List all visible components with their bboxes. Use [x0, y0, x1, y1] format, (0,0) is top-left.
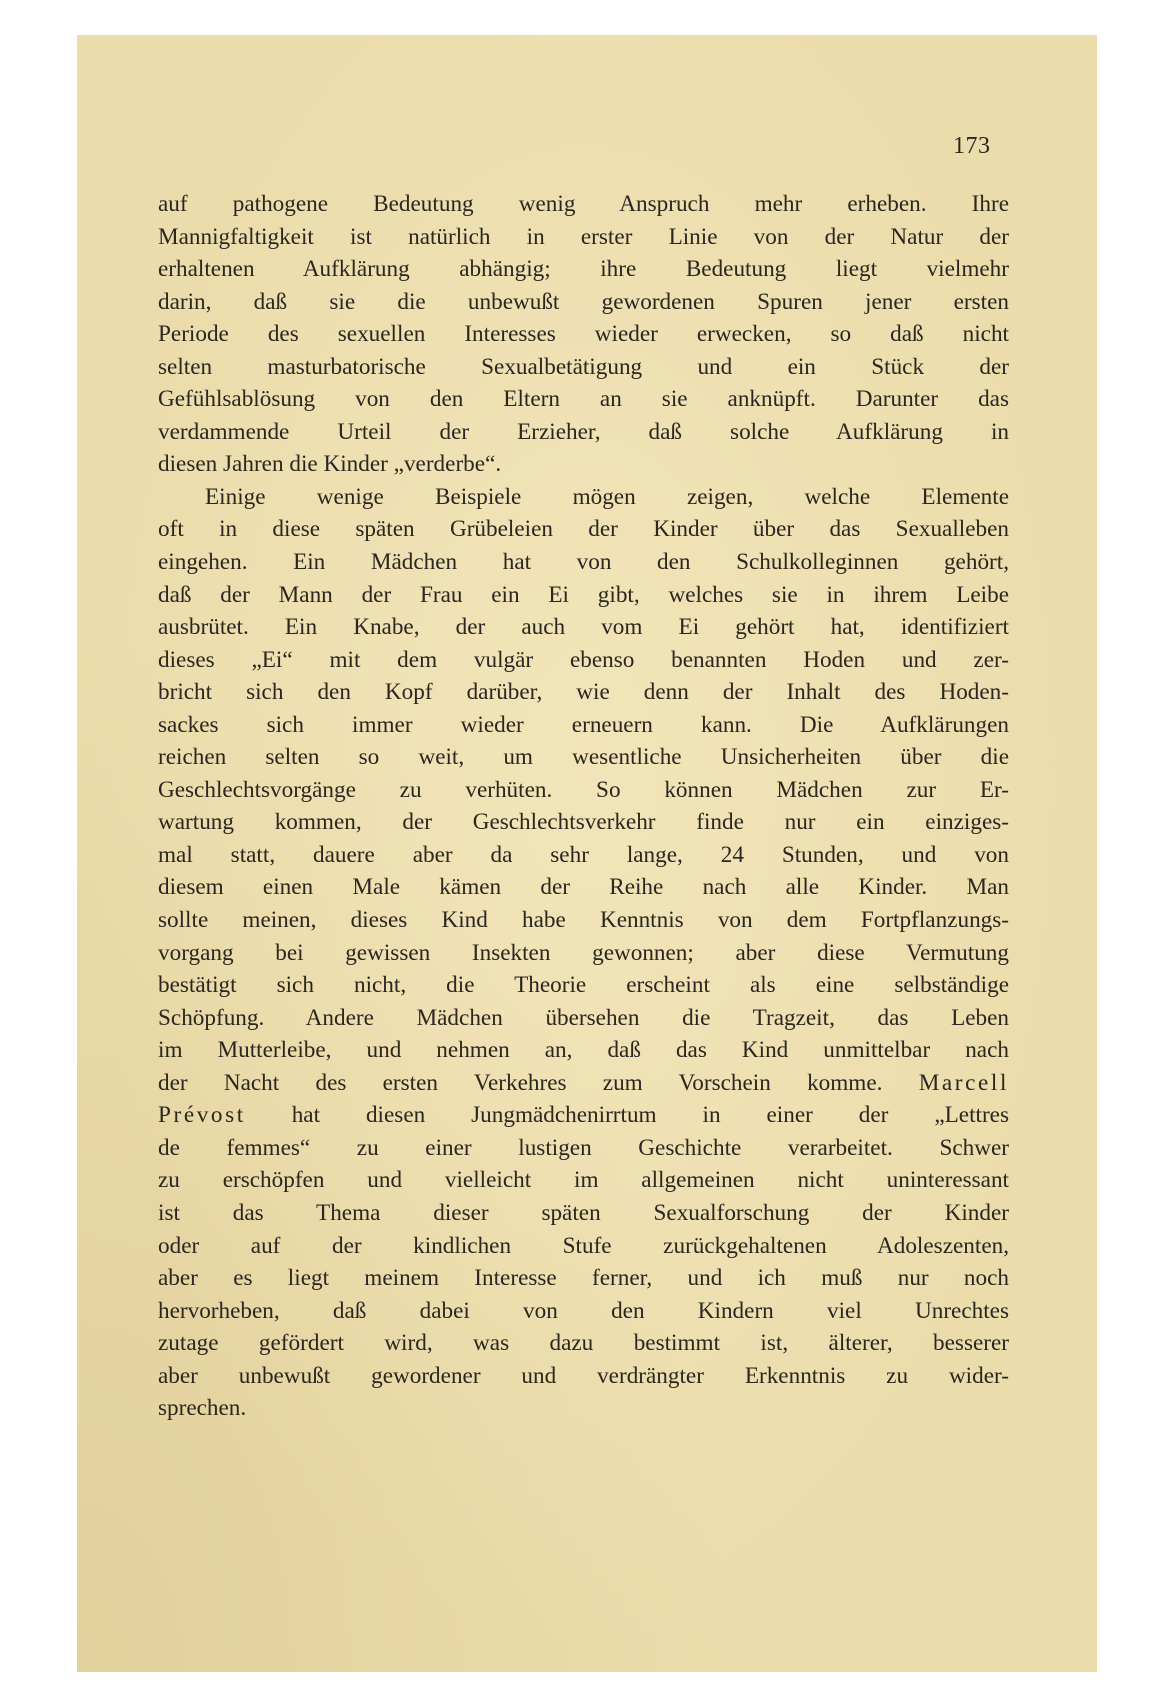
text-line: oft in diese späten Grübeleien der Kinder über das Sexualleben [158, 516, 1009, 543]
text-line: erhaltenen Aufklärung abhängig; ihre Bedeutung liegt vielmehr [158, 256, 1009, 283]
text-line: darin, daß sie die unbewußt gewordenen Spuren jener ersten [158, 288, 1009, 315]
text-line: ist das Thema dieser späten Sexualforschung der Kinder [158, 1199, 1009, 1226]
text-line: sollte meinen, dieses Kind habe Kenntnis von dem Fortpflanzungs- [158, 907, 1009, 934]
text-line: zu erschöpfen und vielleicht im allgemeinen nicht uninteressant [158, 1167, 1009, 1194]
text-line: bestätigt sich nicht, die Theorie erscheint als eine selbständige [158, 972, 1009, 999]
text-line: de femmes“ zu einer lustigen Geschichte verarbeitet. Schwer [158, 1134, 1009, 1161]
text-line: sackes sich immer wieder erneuern kann. Die Aufklärungen [158, 711, 1009, 738]
text-line: Mannigfaltigkeit ist natürlich in erster Linie von der Natur der [158, 223, 1009, 250]
text-segment: hat diesen Jungmädchenirrtum in einer der „Lettres [291, 1102, 1009, 1129]
text-line: mal statt, dauere aber da sehr lange, 24 Stunden, und von [158, 841, 1009, 868]
text-line: ausbrütet. Ein Knabe, der auch vom Ei gehört hat, identifiziert [158, 614, 1009, 641]
page-number: 173 [953, 133, 991, 159]
text-line: diesem einen Male kämen der Reihe nach alle Kinder. Man [158, 874, 1009, 901]
text-line: vorgang bei gewissen Insekten gewonnen; aber diese Vermutung [158, 939, 1009, 966]
text-line: Schöpfung. Andere Mädchen übersehen die Tragzeit, das Leben [158, 1004, 1009, 1031]
text-line: daß der Mann der Frau ein Ei gibt, welches sie in ihrem Leibe [158, 581, 1009, 608]
text-line: diesen Jahren die Kinder „verderbe“. [158, 451, 502, 478]
author-name-last: Prévost [158, 1102, 246, 1129]
text-line: aber unbewußt gewordener und verdrängter Erkenntnis zu wider- [158, 1362, 1009, 1389]
text-line: dieses „Ei“ mit dem vulgär ebenso benannten Hoden und zer- [158, 646, 1009, 673]
text-segment: der Nacht des ersten Verkehres zum Vorschein komme. [158, 1069, 883, 1096]
text-line: Gefühlsablösung von den Eltern an sie anknüpft. Darunter das [158, 386, 1009, 413]
text-line: wartung kommen, der Geschlechtsverkehr finde nur ein einziges- [158, 809, 1009, 836]
text-line: auf pathogene Bedeutung wenig Anspruch mehr erheben. Ihre [158, 191, 1009, 217]
text-line: oder auf der kindlichen Stufe zurückgehaltenen Adoleszenten, [158, 1232, 1009, 1259]
text-line [158, 1067, 1009, 1100]
text-line: eingehen. Ein Mädchen hat von den Schulkolleginnen gehört, [158, 549, 1009, 576]
author-name-first: Marcell [918, 1069, 1009, 1096]
body-text [158, 188, 1009, 1425]
text-line: reichen selten so weit, um wesentliche Unsicherheiten über die [158, 744, 1009, 771]
text-line: selten masturbatorische Sexualbetätigung und ein Stück der [158, 353, 1009, 380]
text-line: bricht sich den Kopf darüber, wie denn der Inhalt des Hoden- [158, 679, 1009, 706]
text-line: aber es liegt meinem Interesse ferner, und ich muß nur noch [158, 1265, 1009, 1292]
text-line: zutage gefördert wird, was dazu bestimmt ist, älterer, besserer [158, 1330, 1009, 1357]
text-line: im Mutterleibe, und nehmen an, daß das Kind unmittelbar nach [158, 1037, 1009, 1064]
text-line [158, 1099, 1009, 1132]
text-line: sprechen. [158, 1395, 247, 1422]
text-line: Periode des sexuellen Interesses wieder erwecken, so daß nicht [158, 321, 1009, 348]
text-line: Geschlechtsvorgänge zu verhüten. So können Mädchen zur Er- [158, 776, 1009, 803]
text-line: verdammende Urteil der Erzieher, daß solche Aufklärung in [158, 418, 1009, 445]
text-line: Einige wenige Beispiele mögen zeigen, welche Elemente [205, 483, 1009, 510]
text-line: hervorheben, daß dabei von den Kindern viel Unrechtes [158, 1297, 1009, 1324]
book-page [77, 35, 1097, 1672]
